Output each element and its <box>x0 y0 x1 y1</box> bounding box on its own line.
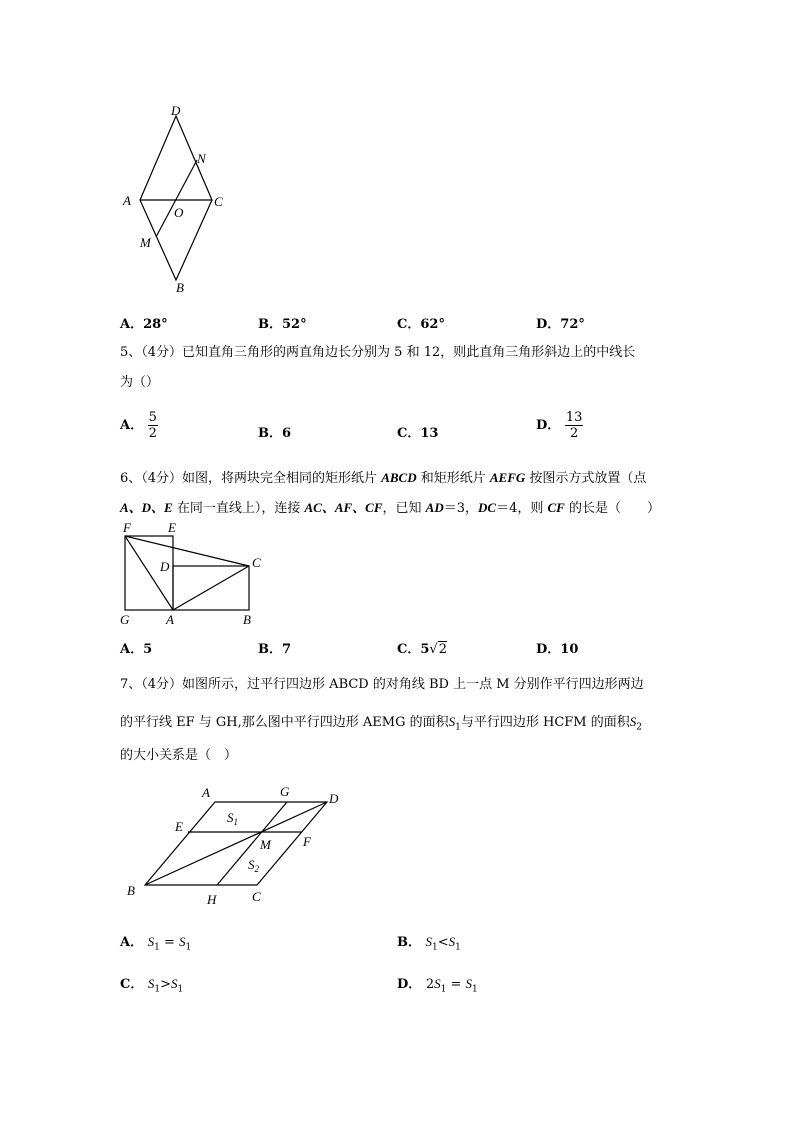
q7-option-c[interactable]: C． $S_1>S_1$ <box>120 976 184 995</box>
label-e: E <box>168 520 176 535</box>
label-e: E <box>175 819 183 834</box>
label-g: G <box>280 784 290 799</box>
label-d: D <box>160 559 170 574</box>
label-s2: $S_2$ <box>248 857 259 874</box>
q5-option-c[interactable]: C．13 <box>397 426 439 441</box>
q7-stem-line3: 的大小关系是（ ） <box>120 748 238 763</box>
label-o: O <box>174 205 184 220</box>
label-m: M <box>260 837 271 852</box>
q4-option-b[interactable]: B．52° <box>258 317 307 332</box>
q6-option-d[interactable]: D．10 <box>536 642 579 657</box>
q5-stem-line2: 为（） <box>120 375 160 390</box>
q6-stem-line1: 6、（4分）如图，将两块完全相同的矩形纸片 ABCD 和矩形纸片 AEFG 按图示方式放置（点 <box>120 470 647 486</box>
q5-option-a[interactable]: A． $\frac{5}{2}$ <box>120 410 157 441</box>
segment-fc <box>125 536 249 566</box>
sqrt-2: 2 <box>438 642 447 657</box>
q7-option-d[interactable]: D． $2S_1 = S_1$ <box>397 976 478 995</box>
q5-option-d[interactable]: D． $\frac{13}{2}$ <box>536 410 583 441</box>
rectangles-figure <box>115 518 275 630</box>
label-a: A <box>202 785 210 800</box>
label-s1: $S_1$ <box>227 810 238 827</box>
label-d: D <box>329 791 339 806</box>
q4-option-d[interactable]: D．72° <box>536 317 585 332</box>
q7-option-a[interactable]: A． $S_1 = S_1$ <box>120 934 192 953</box>
q7-option-b[interactable]: B． $S_1<S_1$ <box>397 934 461 953</box>
label-c: C <box>214 194 223 209</box>
label-b: B <box>127 883 135 898</box>
diagonal-bd <box>145 802 327 885</box>
label-d: D <box>171 103 181 118</box>
label-b: B <box>243 612 251 627</box>
parallelogram-figure <box>120 780 360 910</box>
label-f: F <box>303 834 311 849</box>
q6-stem-line2: A、D、E 在同一直线上），连接 AC、AF、CF，已知 AD＝3，DC＝4，则 CF 的长是（ ） <box>120 500 660 516</box>
fraction-5-over-2: $\frac{5}{2}$ <box>148 410 157 441</box>
label-a: A <box>123 193 131 208</box>
rhombus-figure <box>110 100 240 300</box>
label-h: H <box>207 892 217 907</box>
q5-stem-line1: 5、（4分）已知直角三角形的两直角边长分别为 5 和 12，则此直角三角形斜边上的中线长 <box>120 345 636 360</box>
label-c: C <box>252 555 261 570</box>
label-n: N <box>197 151 206 166</box>
label-m: M <box>140 235 151 250</box>
segment-ac <box>173 566 249 610</box>
q4-option-c[interactable]: C．62° <box>397 317 445 332</box>
label-f: F <box>123 520 131 535</box>
q6-option-c[interactable]: C．5√2 <box>397 642 447 657</box>
q6-option-a[interactable]: A．5 <box>120 642 153 657</box>
label-a: A <box>166 612 174 627</box>
label-c: C <box>252 889 261 904</box>
q6-option-b[interactable]: B．7 <box>258 642 292 657</box>
q4-option-a[interactable]: A．28° <box>120 317 168 332</box>
q7-stem-line2: 的平行线 EF 与 GH,那么图中平行四边形 AEMG 的面积$S_1$与平行四边形 HCFM 的面积$S_2$ <box>120 714 642 733</box>
label-b: B <box>176 280 184 295</box>
fraction-13-over-2: $\frac{13}{2}$ <box>565 410 583 441</box>
q5-option-b[interactable]: B．6 <box>258 426 292 441</box>
segment-mn <box>156 160 197 237</box>
label-g: G <box>120 612 130 627</box>
rhombus-outline <box>140 116 212 280</box>
q7-stem-line1: 7、（4分）如图所示，过平行四边形 ABCD 的对角线 BD 上一点 M 分别作平行四边形两边 <box>120 677 644 692</box>
